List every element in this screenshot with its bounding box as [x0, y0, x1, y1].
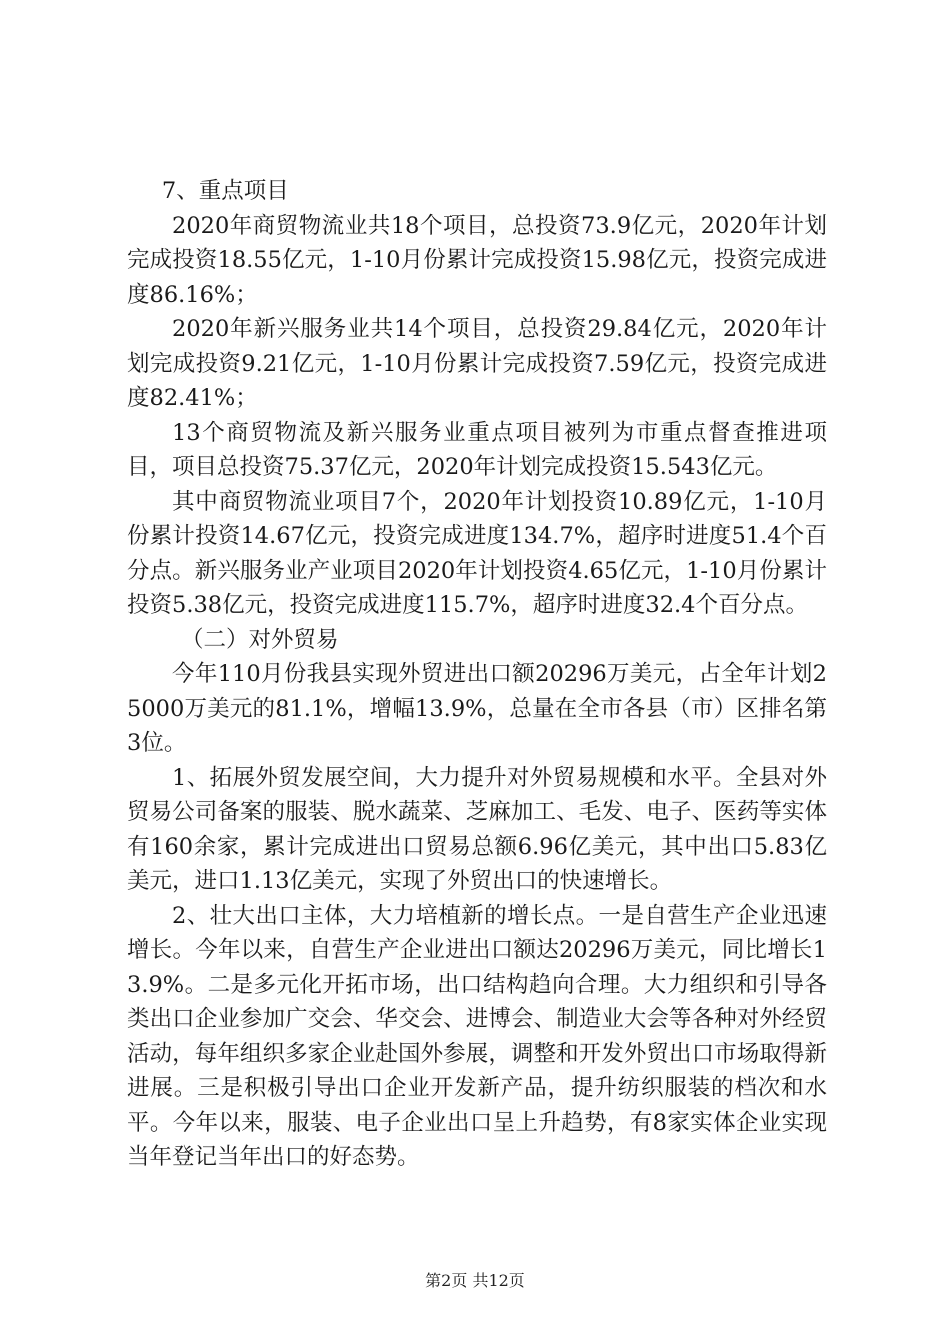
paragraph-project-breakdown: 其中商贸物流业项目7个，2020年计划投资10.89亿元，1-10月份累计投资14.67亿元，投资完成进度134.7%，超序时进度51.4个百分点。新兴服务业产业项目2020年计划投资4.65亿元，1-10月份累计投资5.38亿元，投资完成进度115.7%，超序时进度32.4个百分点。: [127, 488, 827, 618]
document-body: [127, 174, 827, 1175]
paragraph-export-entities: 2、壮大出口主体，大力培植新的增长点。一是自营生产企业迅速增长。今年以来，自营生产企业进出口额达20296万美元，同比增长13.9%。二是多元化开拓市场，出口结构趋向合理。大力组织和引导各类出口企业参加广交会、华交会、进博会、制造业大会等各种对外经贸活动，每年组织多家企业赴国外参展，调整和开发外贸出口市场取得新进展。三是积极引导出口企业开发新产品，提升纺织服装的档次和水平。今年以来，服装、电子企业出口呈上升趋势，有8家实体企业实现当年登记当年出口的好态势。: [127, 902, 827, 1170]
paragraph-commerce-logistics: 2020年商贸物流业共18个项目，总投资73.9亿元，2020年计划完成投资18.55亿元，1-10月份累计完成投资15.98亿元，投资完成进度86.16%；: [127, 212, 827, 308]
paragraph-expand-trade-space: 1、拓展外贸发展空间，大力提升对外贸易规模和水平。全县对外贸易公司备案的服装、脱水蔬菜、芝麻加工、毛发、电子、医药等实体有160余家，累计完成进出口贸易总额6.96亿美元，其中出口5.83亿美元，进口1.13亿美元，实现了外贸出口的快速增长。: [127, 764, 827, 894]
paragraph-trade-overview: 今年110月份我县实现外贸进出口额20296万美元，占全年计划25000万美元的81.1%，增幅13.9%，总量在全市各县（市）区排名第3位。: [127, 661, 827, 756]
section-heading-foreign-trade: （二）对外贸易: [181, 626, 339, 653]
paragraph-emerging-services: 2020年新兴服务业共14个项目，总投资29.84亿元，2020年计划完成投资9.21亿元，1-10月份累计完成投资7.59亿元，投资完成进度82.41%；: [127, 316, 827, 411]
paragraph-key-supervised-projects: 13个商贸物流及新兴服务业重点项目被列为市重点督查推进项目，项目总投资75.37亿元，2020年计划完成投资15.543亿元。: [127, 419, 827, 480]
page-number-footer: 第2页 共12页: [425, 1271, 525, 1290]
section-heading-key-projects: 7、重点项目: [161, 178, 289, 204]
